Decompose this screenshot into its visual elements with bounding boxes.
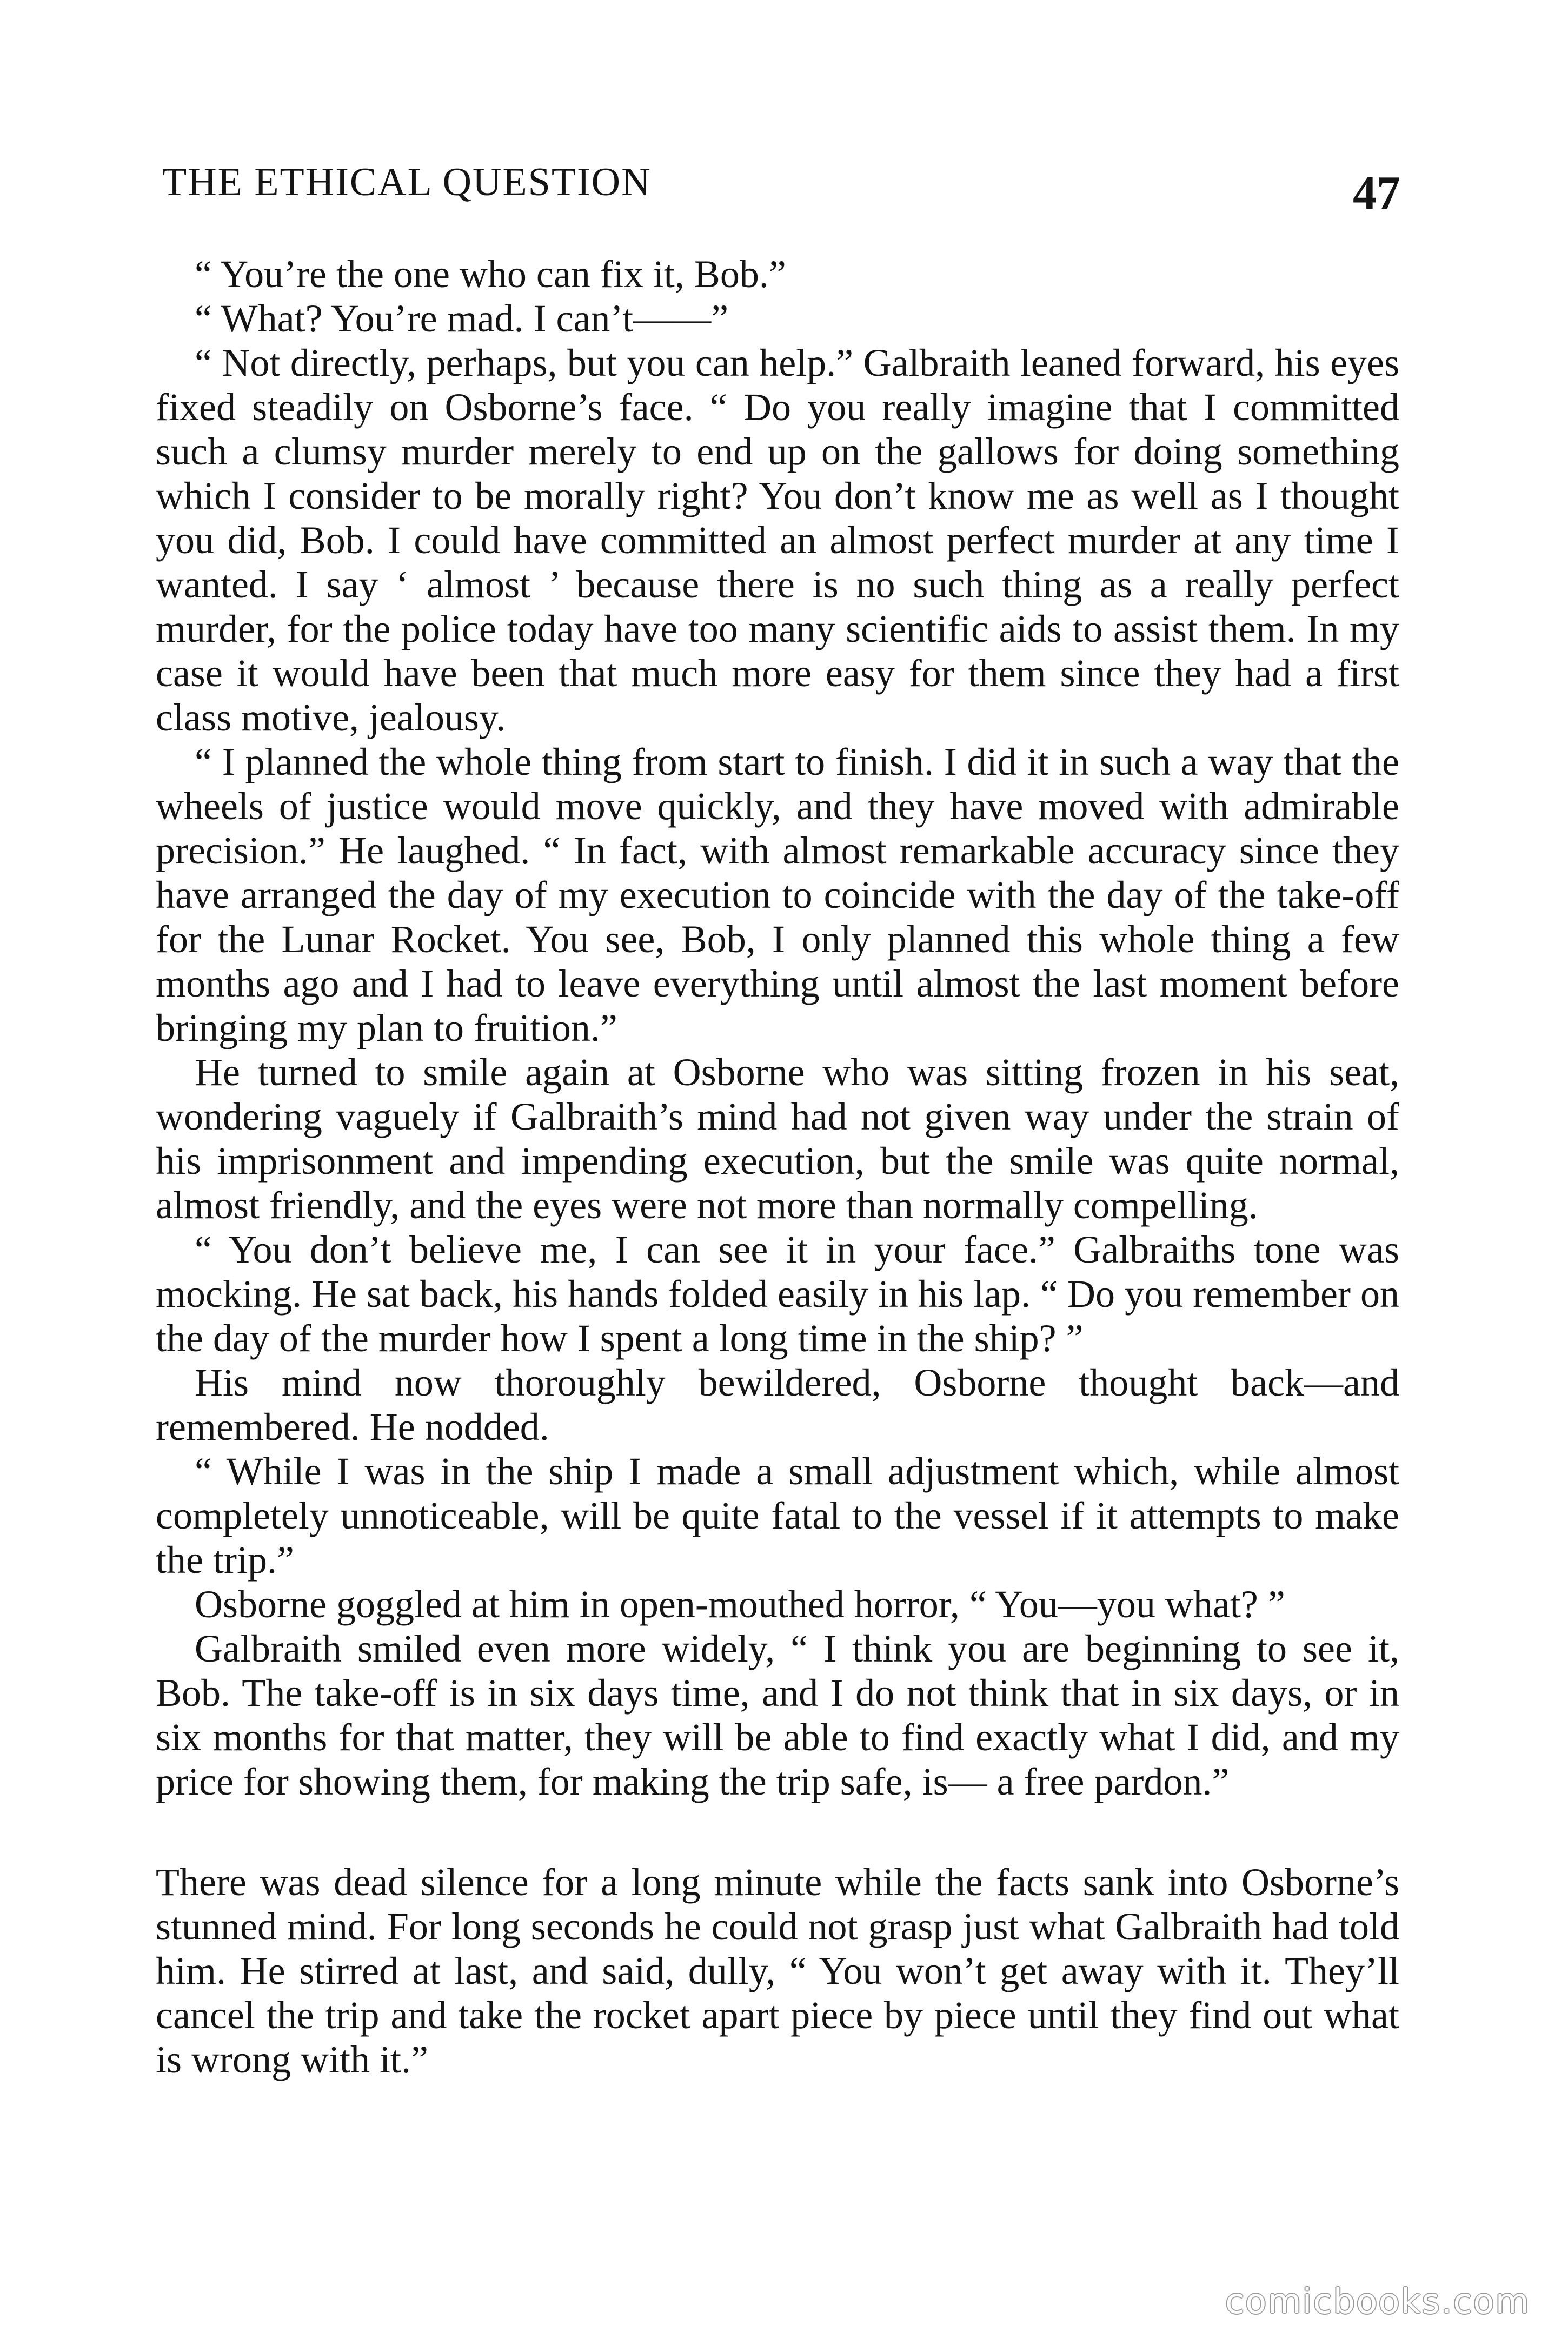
watermark: comicbooks.com <box>1225 2282 1530 2322</box>
paragraph: There was dead silence for a long minute while the facts sank into Osborne’s stunned mind. For long seconds he could not grasp just what Galbraith had told him. He stirred at last, and said, dully, “ You won’t get away with it. They’ll cancel the trip and take the rocket apart piece by piece until they find out what is wrong with it.” <box>156 1861 1399 2081</box>
paragraph: His mind now thoroughly bewildered, Osborne thought back—and remembered. He nodded. <box>156 1361 1399 1449</box>
paragraph: “ While I was in the ship I made a small adjustment which, while almost completely unnoticeable, will be quite fatal to the vessel if it attempts to make the trip.” <box>156 1450 1399 1582</box>
page-number: 47 <box>1353 167 1400 220</box>
body-text <box>156 252 1399 2082</box>
paragraph: “ What? You’re mad. I can’t——” <box>195 297 729 340</box>
running-title: THE ETHICAL QUESTION <box>162 160 652 204</box>
page-header <box>162 162 1400 227</box>
paragraph: Osborne goggled at him in open-mouthed horror, “ You—you what? ” <box>195 1583 1285 1626</box>
paragraph: “ You don’t believe me, I can see it in your face.” Galbraiths tone was mocking. He sat back, his hands folded easily in his lap. “ Do you remember on the day of the murder how I spent a long time in the ship? ” <box>156 1228 1399 1360</box>
paragraph: “ Not directly, perhaps, but you can help.” Galbraith leaned forward, his eyes fixed steadily on Osborne’s face. “ Do you really imagine that I committed such a clumsy murder merely to end up on the gallows for doing something which I consider to be morally right? You don’t know me as well as I thought you did, Bob. I could have committed an almost perfect murder at any time I wanted. I say ‘ almost ’ because there is no such thing as a really perfect murder, for the police today have too many scientific aids to assist them. In my case it would have been that much more easy for them since they had a first class motive, jealousy. <box>156 341 1399 739</box>
paragraph: “ You’re the one who can fix it, Bob.” <box>195 253 786 296</box>
section-break <box>156 1804 1399 1860</box>
paragraph: He turned to smile again at Osborne who was sitting frozen in his seat, wondering vaguely if Galbraith’s mind had not given way under the strain of his imprisonment and impending execution, but the smile was quite normal, almost friendly, and the eyes were not more than normally compelling. <box>156 1051 1399 1227</box>
paragraph: “ I planned the whole thing from start to finish. I did it in such a way that the wheels of justice would move quickly, and they have moved with admirable precision.” He laughed. “ In fact, with almost remarkable accuracy since they have arranged the day of my execution to coincide with the day of the take-off for the Lunar Rocket. You see, Bob, I only planned this whole thing a few months ago and I had to leave everything until almost the last moment before bringing my plan to fruition.” <box>156 740 1399 1049</box>
paragraph: Galbraith smiled even more widely, “ I think you are beginning to see it, Bob. The take-off is in six days time, and I do not think that in six days, or in six months for that matter, they will be able to find exactly what I did, and my price for showing them, for making the trip safe, is— a free pardon.” <box>156 1627 1399 1803</box>
